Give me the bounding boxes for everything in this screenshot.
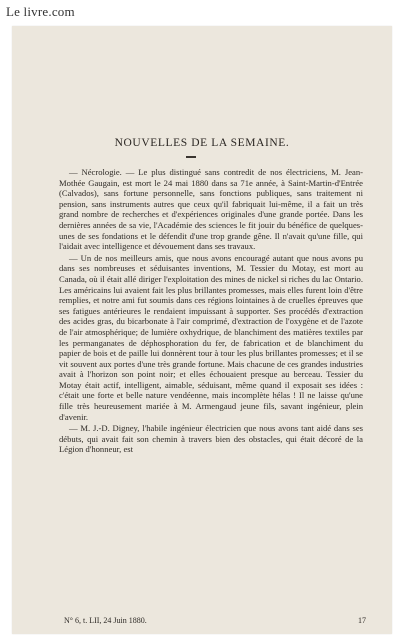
page-number: 17 xyxy=(358,616,366,625)
paragraph-necrologie: — Nécrologie. — Le plus distingué sans contredit de nos électriciens, M. Jean-Mothée Gaugain, est mort le 24 mai 1880 dans sa 71e année, à Saint-Martin-d'Entrée (Calvados), sans fortune personnelle, sans fonctions publiques, sans traitement ni pension, sans instruments autres que ceux qu'il fabriquait lui-même, il a fait un très grand nombre de recherches et d'expériences originales d'une grande portée. Dans les dernières années de sa vie, l'Académie des sciences le fit jouir du bénéfice de quelques-unes de ses fondations et le défendit d'une trop grande gêne. Il n'avait qu'une fille, qui l'aidait avec intelligence et dévouement dans ses travaux. xyxy=(59,167,363,252)
issue-info: N° 6, t. LII, 24 Juin 1880. xyxy=(64,616,147,625)
paragraph-digney: — M. J.-D. Digney, l'habile ingénieur électricien que nous avons tant aidé dans ses débuts, qui avait fait son chemin à travers bien des obstacles, qui était décoré de la Légion d'honneur, est xyxy=(59,423,363,455)
section-heading: NOUVELLES DE LA SEMAINE. xyxy=(114,137,290,149)
heading-rule xyxy=(186,156,196,158)
paragraph-tessier: — Un de nos meilleurs amis, que nous avons encouragé autant que nous avons pu dans ses nombreuses et séduisantes inventions, M. Tessier du Motay, est mort au Canada, où il était allé diriger l'exploitation des mines de nickel si riches du lac Ontario. Les américains lui avaient fait les plus brillantes promesses, mais elles furent loin d'être remplies, et notre ami fut soumis dans ces régions lointaines à de cruelles épreuves que ses fatigues antérieures le rendaient impuissant à supporter. Ses procédés d'extraction des acides gras, du bicarbonate à l'air comprimé, d'extraction de l'oxygène et de l'azote de l'air atmosphérique; de lumière oxhydrique, de blanchiment des matières textiles par les permanganates de déphosphoration du fer, de fabrication et de blanchiment du papier de bois et de paille lui donnèrent tour à tour les plus brillantes promesses; et il se vit souvent aux portes d'une très grande fortune. Mais chacune de ces grandes industries avait à l'horizon son point noir; et elles échouaient presque au berceau. Tessier du Motay était actif, intelligent, aimable, séduisant, même quand il exposait ses idées : c'était une forte et belle nature vendéenne, mais incomplète hélas ! Il ne laisse qu'une fille très heureusement mariée à M. Armengaud jeune fils, savant ingénieur, plein d'avenir. xyxy=(59,252,363,422)
scanned-page xyxy=(12,26,392,634)
article-body xyxy=(59,167,363,456)
site-watermark: Le livre.com xyxy=(6,4,75,19)
